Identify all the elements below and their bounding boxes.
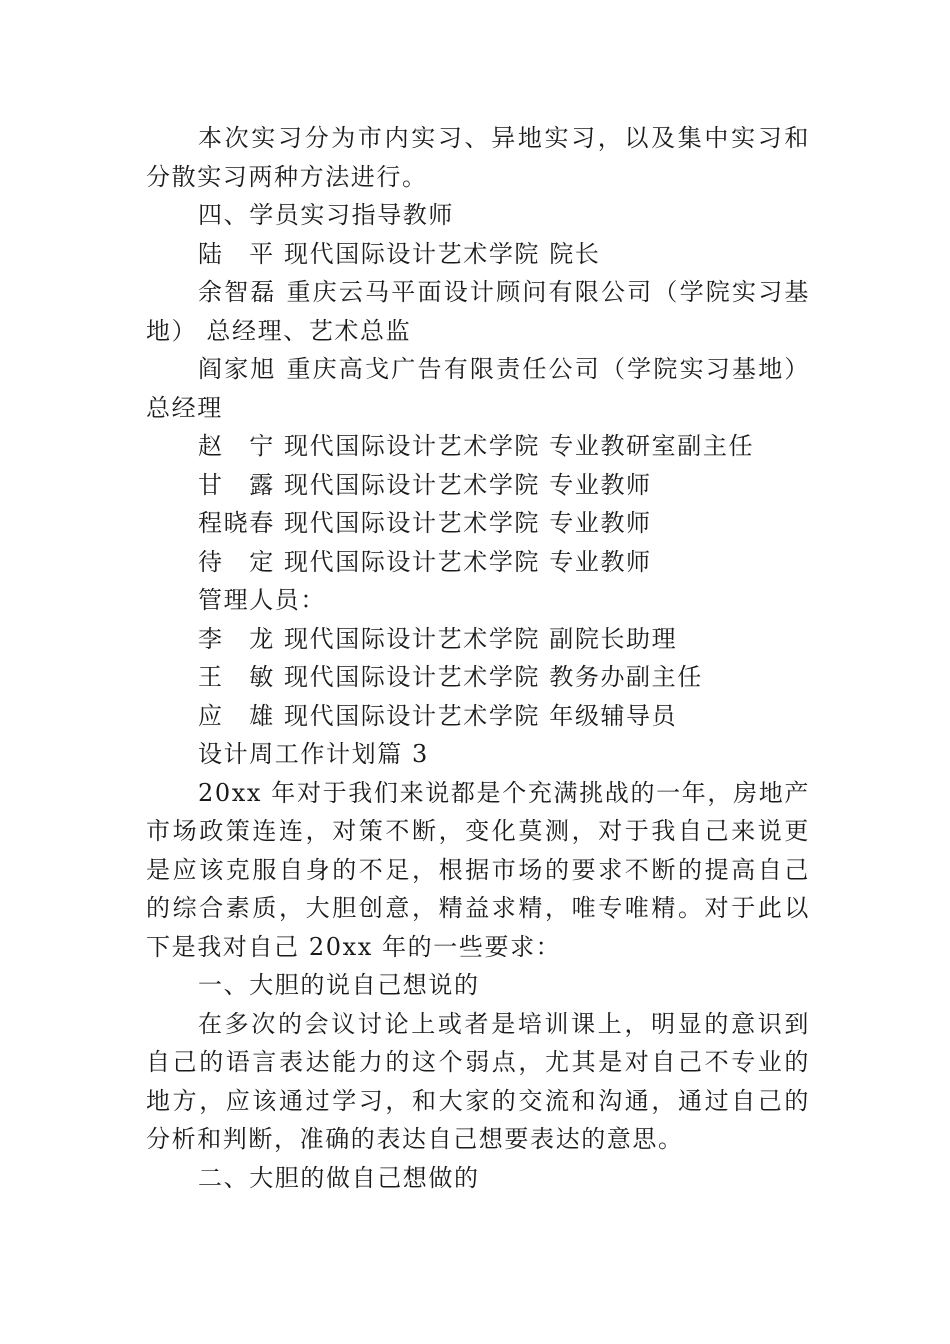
instructor-line: 阎家旭 重庆高戈广告有限责任公司（学院实习基地）总经理	[146, 355, 810, 422]
manager-line: 应 雄 现代国际设计艺术学院 年级辅导员	[198, 701, 678, 730]
heading-speak-boldly: 一、大胆的说自己想说的	[198, 971, 480, 999]
section-title-plan-3: 设计周工作计划篇 3	[198, 740, 429, 768]
paragraph-internship-method: 本次实习分为市内实习、异地实习，以及集中实习和分散实习两种方法进行。	[146, 124, 810, 191]
paragraph-expression: 在多次的会议讨论上或者是培训课上，明显的意识到自己的语言表达能力的这个弱点，尤其是对自己不专业的地方，应该通过学习，和大家的交流和沟通，通过自己的分析和判断，准确的表达自己想要表达的意思。	[146, 1009, 810, 1153]
manager-line: 王 敏 现代国际设计艺术学院 教务办副主任	[198, 663, 703, 691]
instructor-line: 赵 宁 现代国际设计艺术学院 专业教研室副主任	[198, 432, 755, 460]
instructor-line: 程晓春 现代国际设计艺术学院 专业教师	[198, 509, 652, 537]
instructor-line: 甘 露 现代国际设计艺术学院 专业教师	[198, 470, 652, 499]
document-body	[146, 119, 810, 1197]
paragraph-yearly-goals: 20xx 年对于我们来说都是个充满挑战的一年，房地产市场政策连连，对策不断，变化莫测，对于我自己来说更是应该克服自身的不足，根据市场的要求不断的提高自己的综合素质，大胆创意，精益求精，唯专唯精。对于此以下是我对自己 20xx 年的一些要求：	[146, 778, 810, 961]
instructor-line: 余智磊 重庆云马平面设计顾问有限公司（学院实习基地） 总经理、艺术总监	[146, 278, 810, 345]
instructor-line: 陆 平 现代国际设计艺术学院 院长	[198, 239, 601, 268]
instructor-line: 待 定 现代国际设计艺术学院 专业教师	[198, 547, 652, 576]
heading-management: 管理人员：	[198, 586, 326, 614]
manager-line: 李 龙 现代国际设计艺术学院 副院长助理	[198, 624, 678, 653]
heading-act-boldly: 二、大胆的做自己想做的	[198, 1163, 480, 1192]
heading-instructors: 四、学员实习指导教师	[198, 201, 454, 229]
